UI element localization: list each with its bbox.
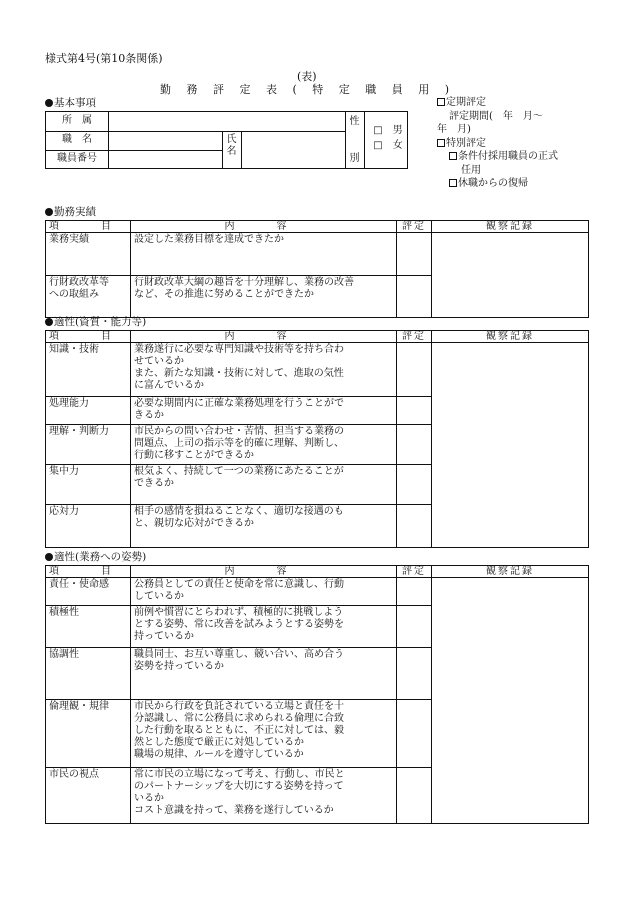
row-content: [131, 505, 397, 548]
female-checkbox[interactable]: □ 女: [373, 140, 403, 151]
item-line: 積極性: [49, 607, 79, 618]
item-line: 市民の視点: [49, 769, 99, 780]
header-observation: 観察記録: [432, 221, 589, 233]
row-item: [46, 606, 131, 648]
divider: [364, 112, 365, 168]
observation-cell[interactable]: [432, 578, 589, 824]
content-line: 相手の感情を損ねることなく、適切な接遇のも: [134, 506, 344, 517]
item-line: 理解・判断力: [49, 426, 109, 437]
checkbox-icon[interactable]: [449, 152, 457, 160]
row-content: [131, 425, 397, 465]
period-line-2: 年 月): [437, 124, 471, 135]
section-label-attitude: [45, 551, 146, 564]
bullet-icon: [45, 99, 53, 107]
row-item: [46, 343, 131, 397]
sex-label-1: 性: [349, 116, 360, 127]
section-title: 基本事項: [54, 97, 96, 109]
row-item: [46, 768, 131, 824]
name-label: 氏名: [226, 134, 237, 157]
observation-cell[interactable]: [432, 343, 589, 548]
content-line: また、新たな知識・技術に対して、進取の気性: [134, 368, 344, 379]
header-item: 項 目: [46, 221, 131, 233]
header-item: 項 目: [46, 566, 131, 578]
row-content: [131, 397, 397, 425]
header-score: 評定: [397, 221, 432, 233]
content-line: せているか: [134, 356, 184, 367]
content-line: 持っているか: [134, 631, 194, 642]
content-line: など、その推進に努めることができたか: [134, 289, 314, 300]
item-line: 協調性: [49, 649, 79, 660]
item-line: 行財政改革等: [49, 277, 109, 288]
side-label: (表): [297, 70, 317, 83]
male-checkbox[interactable]: □ 男: [373, 125, 403, 136]
option-label: 定期評定: [446, 97, 486, 108]
section-label-performance: [45, 206, 96, 219]
bullet-icon: [45, 553, 53, 561]
score-cell[interactable]: [397, 465, 432, 505]
item-line: 知識・技術: [49, 344, 99, 355]
content-line: しているか: [134, 591, 184, 602]
header-score: 評定: [397, 566, 432, 578]
row-content: [131, 578, 397, 606]
content-line: 然とした態度で厳正に対処しているか: [134, 737, 304, 748]
row-item: [46, 425, 131, 465]
header-observation: 観察記録: [432, 566, 589, 578]
row-content: [131, 343, 397, 397]
table-header-row: [46, 331, 589, 343]
header-item: 項 目: [46, 331, 131, 343]
table-row: [46, 343, 589, 397]
content-line: 根気よく、持続して一つの業務にあたることが: [134, 466, 344, 477]
row-content: [131, 768, 397, 824]
name-field[interactable]: [242, 132, 345, 168]
checkbox-icon[interactable]: [449, 179, 457, 187]
special-evaluation-option[interactable]: [437, 137, 607, 151]
observation-cell[interactable]: [432, 233, 589, 318]
attitude-table: [45, 565, 589, 824]
section-title: 適性(業務への姿勢): [54, 551, 147, 563]
table-header-row: [46, 566, 589, 578]
item-line: 倫理観・規律: [49, 701, 109, 712]
content-line: コスト意識を持って、業務を遂行しているか: [134, 805, 334, 816]
content-line: 必要な期間内に正確な業務処理を行うことがで: [134, 398, 344, 409]
staff-number-field[interactable]: [109, 151, 222, 168]
table-row: [46, 233, 589, 276]
score-cell[interactable]: [397, 768, 432, 824]
content-line: 分認識し、常に公務員に求められる倫理に合致: [134, 713, 344, 724]
content-line: 前例や慣習にとらわれず、積極的に挑戦しよう: [134, 607, 344, 618]
row-content: [131, 276, 397, 318]
content-line: 職場の規律、ルールを遵守しているか: [134, 749, 304, 760]
item-line: 責任・使命感: [49, 579, 109, 590]
content-line: 業務遂行に必要な専門知識や技術等を持ち合わ: [134, 344, 344, 355]
item-line: 応対力: [49, 506, 79, 517]
header-content: 内 容: [131, 331, 397, 343]
row-item: [46, 505, 131, 548]
section-label-basic: [45, 97, 96, 110]
row-content: [131, 648, 397, 700]
score-cell[interactable]: [397, 425, 432, 465]
row-content: [131, 606, 397, 648]
bullet-icon: [45, 208, 53, 216]
affiliation-field[interactable]: [109, 112, 345, 131]
table-row: [46, 578, 589, 606]
basic-label-affiliation: 所 属: [62, 115, 92, 126]
option-label: 条件付採用職員の正式: [458, 151, 558, 162]
performance-table: [45, 220, 589, 318]
score-cell[interactable]: [397, 700, 432, 768]
basic-label-staff-no: 職員番号: [57, 153, 97, 164]
header-observation: 観察記録: [432, 331, 589, 343]
score-cell[interactable]: [397, 276, 432, 318]
row-item: [46, 233, 131, 276]
option-label: 特別評定: [446, 137, 486, 149]
checkbox-icon[interactable]: [437, 98, 445, 106]
row-content: [131, 700, 397, 768]
score-cell[interactable]: [397, 578, 432, 606]
item-line: 処理能力: [49, 398, 89, 409]
period-line-1: 評定期間( 年 月～: [449, 110, 543, 122]
score-cell[interactable]: [397, 648, 432, 700]
item-line: への取組み: [49, 289, 99, 300]
row-item: [46, 648, 131, 700]
content-line: 設定した業務目標を達成できたか: [134, 234, 284, 245]
aptitude-table: [45, 330, 589, 548]
header-content: 内 容: [131, 221, 397, 233]
checkbox-icon[interactable]: [437, 139, 445, 147]
content-line: きるか: [134, 410, 164, 421]
content-line: に富んでいるか: [134, 380, 204, 391]
score-cell[interactable]: [397, 397, 432, 425]
content-line: 市民からの問い合わせ・苦情、担当する業務の: [134, 426, 344, 437]
row-item: [46, 276, 131, 318]
table-header-row: [46, 221, 589, 233]
row-content: [131, 233, 397, 276]
content-line: できるか: [134, 478, 174, 489]
content-line: 市民から行政を負託されている立場と責任を十: [134, 701, 344, 712]
position-field[interactable]: [109, 132, 222, 150]
basic-info-box: [45, 111, 408, 169]
bullet-icon: [45, 318, 53, 326]
section-title: 適性(資質・能力等): [54, 316, 147, 328]
evaluation-type-options: [437, 96, 607, 191]
section-title: 勤務実績: [54, 206, 96, 218]
score-cell[interactable]: [397, 606, 432, 648]
row-item: [46, 700, 131, 768]
form-number: 様式第4号(第10条関係): [45, 52, 163, 65]
content-line: 姿勢を持っているか: [134, 661, 224, 672]
score-cell[interactable]: [397, 233, 432, 276]
content-line: 問題点、上司の指示等を的確に理解、判断し、: [134, 438, 344, 449]
score-cell[interactable]: [397, 343, 432, 397]
content-line: 行動に移すことができるか: [134, 450, 254, 461]
regular-evaluation-option[interactable]: [437, 96, 607, 110]
header-score: 評定: [397, 331, 432, 343]
content-line: 公務員としての責任と使命を常に意識し、行動: [134, 579, 344, 590]
return-from-leave-option[interactable]: [437, 177, 607, 191]
row-item: [46, 397, 131, 425]
header-content: 内 容: [131, 566, 397, 578]
content-line: した行動を取るとともに、不正に対しては、毅: [134, 725, 344, 736]
row-item: [46, 578, 131, 606]
option-label: 休職からの復帰: [458, 178, 528, 189]
sex-label-2: 別: [349, 153, 360, 164]
conditional-line-2: 任用: [461, 164, 481, 176]
content-line: 行財政改革大綱の趣旨を十分理解し、業務の改善: [134, 277, 354, 288]
conditional-appointment-option[interactable]: [437, 150, 607, 164]
basic-label-position: 職 名: [62, 134, 92, 145]
content-line: 常に市民の立場になって考え、行動し、市民と: [134, 769, 345, 780]
content-line: とする姿勢、常に改善を試みようとする姿勢を: [134, 619, 344, 630]
content-line: と、親切な応対ができるか: [134, 518, 254, 529]
row-content: [131, 465, 397, 505]
row-item: [46, 465, 131, 505]
content-line: 職員同士、お互い尊重し、競い合い、高め合う: [134, 649, 344, 660]
page-title: 勤 務 評 定 表 ( 特 定 職 員 用 ): [160, 83, 456, 96]
item-line: 集中力: [49, 466, 79, 477]
content-line: のパートナーシップを大切にする姿勢を持って: [134, 781, 344, 792]
content-line: いるか: [134, 793, 164, 804]
score-cell[interactable]: [397, 505, 432, 548]
item-line: 業務実績: [49, 234, 89, 245]
